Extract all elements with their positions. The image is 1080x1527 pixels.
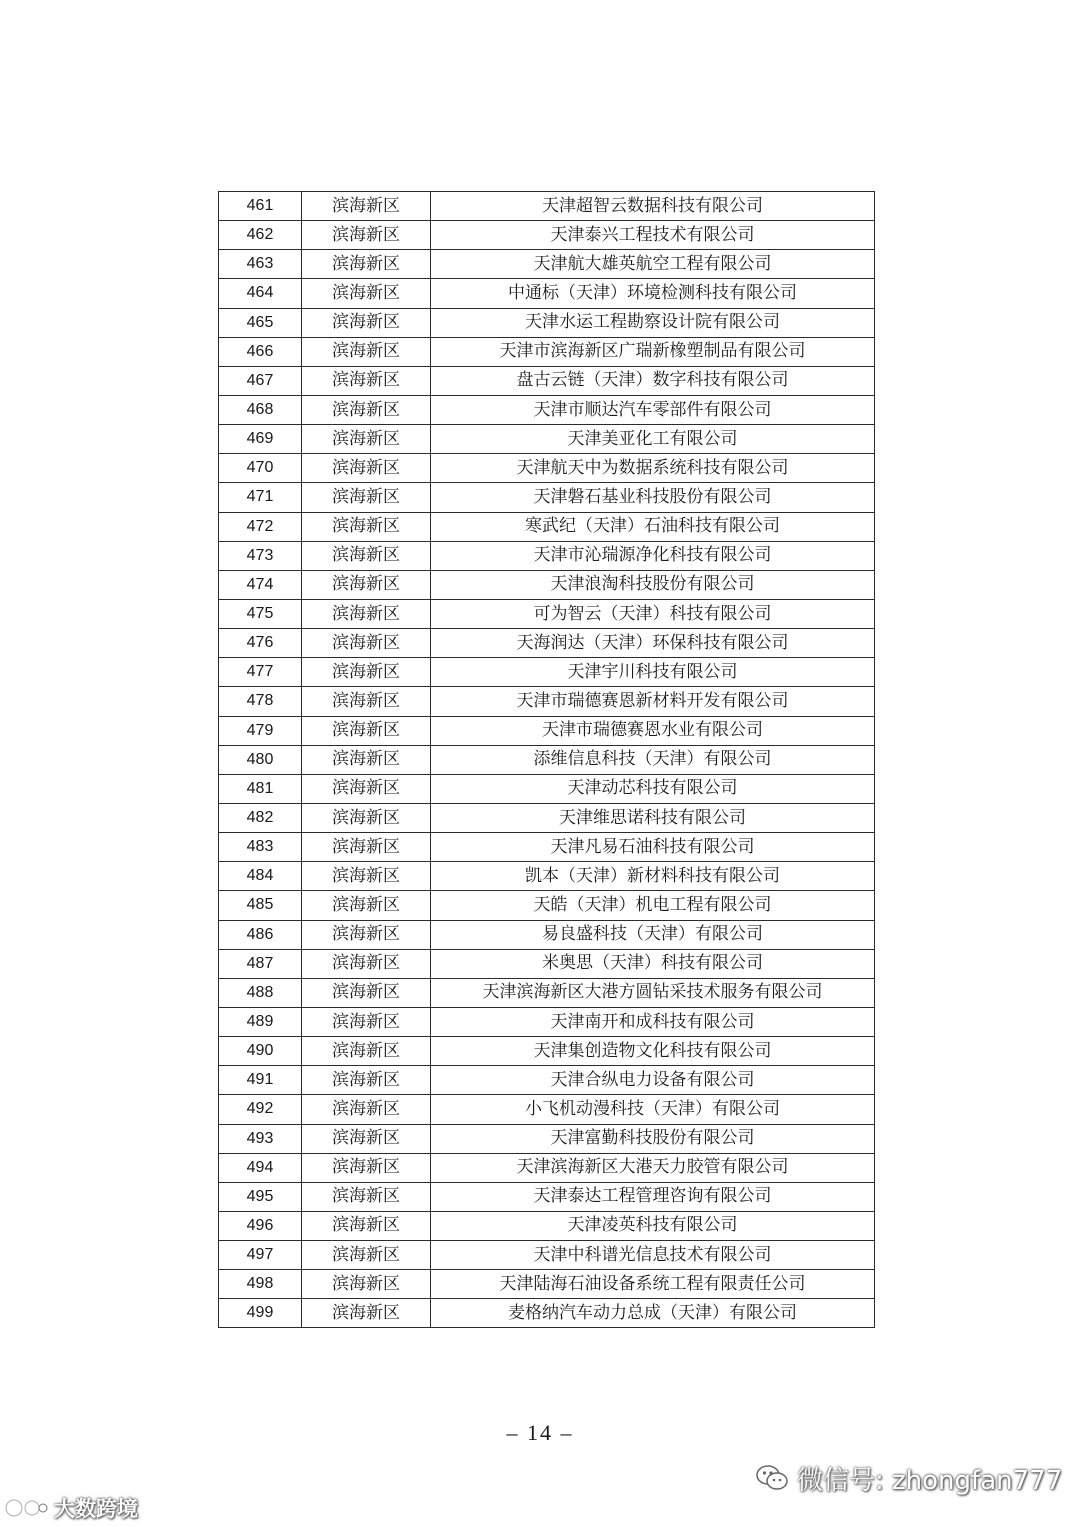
company-name-cell: 天津市滨海新区广瑞新橡塑制品有限公司 (431, 337, 875, 366)
district-cell: 滨海新区 (302, 1095, 431, 1124)
table-row (219, 833, 875, 862)
company-list-body (219, 192, 875, 1328)
table-row (219, 337, 875, 366)
company-list-table (218, 191, 875, 1328)
district-cell: 滨海新区 (302, 1153, 431, 1182)
company-name-cell: 天津南开和成科技有限公司 (431, 1007, 875, 1036)
table-row (219, 1241, 875, 1270)
table-row (219, 774, 875, 803)
table-row (219, 366, 875, 395)
district-cell: 滨海新区 (302, 221, 431, 250)
company-name-cell: 添维信息科技（天津）有限公司 (431, 745, 875, 774)
district-cell: 滨海新区 (302, 541, 431, 570)
district-cell: 滨海新区 (302, 250, 431, 279)
district-cell: 滨海新区 (302, 658, 431, 687)
company-name-cell: 凯本（天津）新材料科技有限公司 (431, 862, 875, 891)
district-cell: 滨海新区 (302, 1270, 431, 1299)
table-row (219, 1211, 875, 1240)
table-row (219, 949, 875, 978)
company-name-cell: 小飞机动漫科技（天津）有限公司 (431, 1095, 875, 1124)
row-number-cell: 495 (219, 1182, 302, 1211)
row-number-cell: 467 (219, 366, 302, 395)
district-cell: 滨海新区 (302, 279, 431, 308)
table-row (219, 629, 875, 658)
table-row (219, 978, 875, 1007)
brand-logo-icon (4, 1496, 48, 1520)
table-row (219, 425, 875, 454)
company-name-cell: 中通标（天津）环境检测科技有限公司 (431, 279, 875, 308)
table-row (219, 541, 875, 570)
row-number-cell: 473 (219, 541, 302, 570)
row-number-cell: 475 (219, 599, 302, 628)
company-name-cell: 天津超智云数据科技有限公司 (431, 192, 875, 221)
row-number-cell: 492 (219, 1095, 302, 1124)
district-cell: 滨海新区 (302, 599, 431, 628)
row-number-cell: 489 (219, 1007, 302, 1036)
row-number-cell: 462 (219, 221, 302, 250)
row-number-cell: 470 (219, 454, 302, 483)
row-number-cell: 476 (219, 629, 302, 658)
company-name-cell: 天津泰兴工程技术有限公司 (431, 221, 875, 250)
district-cell: 滨海新区 (302, 774, 431, 803)
table-row (219, 454, 875, 483)
company-name-cell: 天津滨海新区大港天力胶管有限公司 (431, 1153, 875, 1182)
district-cell: 滨海新区 (302, 425, 431, 454)
company-name-cell: 天津滨海新区大港方圆钻采技术服务有限公司 (431, 978, 875, 1007)
district-cell: 滨海新区 (302, 891, 431, 920)
table-row (219, 1066, 875, 1095)
company-name-cell: 天津凌英科技有限公司 (431, 1211, 875, 1240)
district-cell: 滨海新区 (302, 337, 431, 366)
row-number-cell: 483 (219, 833, 302, 862)
district-cell: 滨海新区 (302, 395, 431, 424)
table-row (219, 308, 875, 337)
table-row (219, 862, 875, 891)
row-number-cell: 464 (219, 279, 302, 308)
table-row (219, 1299, 875, 1328)
company-name-cell: 天津市瑞德赛恩水业有限公司 (431, 716, 875, 745)
district-cell: 滨海新区 (302, 1211, 431, 1240)
district-cell: 滨海新区 (302, 716, 431, 745)
district-cell: 滨海新区 (302, 920, 431, 949)
district-cell: 滨海新区 (302, 308, 431, 337)
company-name-cell: 天皓（天津）机电工程有限公司 (431, 891, 875, 920)
row-number-cell: 498 (219, 1270, 302, 1299)
district-cell: 滨海新区 (302, 1182, 431, 1211)
district-cell: 滨海新区 (302, 1037, 431, 1066)
company-name-cell: 盘古云链（天津）数字科技有限公司 (431, 366, 875, 395)
table-row (219, 716, 875, 745)
district-cell: 滨海新区 (302, 745, 431, 774)
company-name-cell: 天津富勤科技股份有限公司 (431, 1124, 875, 1153)
table-row (219, 1153, 875, 1182)
company-name-cell: 米奥思（天津）科技有限公司 (431, 949, 875, 978)
company-name-cell: 天津航天中为数据系统科技有限公司 (431, 454, 875, 483)
row-number-cell: 469 (219, 425, 302, 454)
table-row (219, 687, 875, 716)
row-number-cell: 485 (219, 891, 302, 920)
district-cell: 滨海新区 (302, 833, 431, 862)
table-row (219, 512, 875, 541)
company-name-cell: 天津水运工程勘察设计院有限公司 (431, 308, 875, 337)
district-cell: 滨海新区 (302, 1066, 431, 1095)
company-name-cell: 天津合纵电力设备有限公司 (431, 1066, 875, 1095)
row-number-cell: 484 (219, 862, 302, 891)
row-number-cell: 466 (219, 337, 302, 366)
company-name-cell: 天津陆海石油设备系统工程有限责任公司 (431, 1270, 875, 1299)
table-row (219, 891, 875, 920)
company-name-cell: 天津市顺达汽车零部件有限公司 (431, 395, 875, 424)
table-row (219, 483, 875, 512)
district-cell: 滨海新区 (302, 1124, 431, 1153)
row-number-cell: 479 (219, 716, 302, 745)
table-row (219, 1124, 875, 1153)
table-row (219, 570, 875, 599)
company-name-cell: 可为智云（天津）科技有限公司 (431, 599, 875, 628)
company-name-cell: 天津泰达工程管理咨询有限公司 (431, 1182, 875, 1211)
company-name-cell: 天津维思诺科技有限公司 (431, 803, 875, 832)
row-number-cell: 480 (219, 745, 302, 774)
company-name-cell: 天津美亚化工有限公司 (431, 425, 875, 454)
row-number-cell: 472 (219, 512, 302, 541)
table-row (219, 1095, 875, 1124)
row-number-cell: 494 (219, 1153, 302, 1182)
wechat-icon (755, 1463, 789, 1493)
table-row (219, 658, 875, 687)
district-cell: 滨海新区 (302, 803, 431, 832)
company-name-cell: 寒武纪（天津）石油科技有限公司 (431, 512, 875, 541)
company-name-cell: 易良盛科技（天津）有限公司 (431, 920, 875, 949)
row-number-cell: 490 (219, 1037, 302, 1066)
company-name-cell: 天津集创造物文化科技有限公司 (431, 1037, 875, 1066)
table-row (219, 279, 875, 308)
row-number-cell: 488 (219, 978, 302, 1007)
company-name-cell: 天津市沁瑞源净化科技有限公司 (431, 541, 875, 570)
company-name-cell: 天津中科谱光信息技术有限公司 (431, 1241, 875, 1270)
table-row (219, 920, 875, 949)
row-number-cell: 474 (219, 570, 302, 599)
company-name-cell: 麦格纳汽车动力总成（天津）有限公司 (431, 1299, 875, 1328)
company-name-cell: 天津航大雄英航空工程有限公司 (431, 250, 875, 279)
wechat-watermark (755, 1458, 1062, 1498)
district-cell: 滨海新区 (302, 1007, 431, 1036)
district-cell: 滨海新区 (302, 570, 431, 599)
table-row (219, 745, 875, 774)
district-cell: 滨海新区 (302, 629, 431, 658)
company-name-cell: 天津磐石基业科技股份有限公司 (431, 483, 875, 512)
district-cell: 滨海新区 (302, 1299, 431, 1328)
district-cell: 滨海新区 (302, 512, 431, 541)
row-number-cell: 496 (219, 1211, 302, 1240)
table-row (219, 599, 875, 628)
district-cell: 滨海新区 (302, 192, 431, 221)
row-number-cell: 486 (219, 920, 302, 949)
row-number-cell: 471 (219, 483, 302, 512)
row-number-cell: 463 (219, 250, 302, 279)
row-number-cell: 491 (219, 1066, 302, 1095)
company-name-cell: 天津宇川科技有限公司 (431, 658, 875, 687)
row-number-cell: 468 (219, 395, 302, 424)
brand-watermark (4, 1494, 138, 1522)
page-number: – 14 – (506, 1420, 574, 1445)
row-number-cell: 499 (219, 1299, 302, 1328)
company-name-cell: 天津凡易石油科技有限公司 (431, 833, 875, 862)
company-name-cell: 天海润达（天津）环保科技有限公司 (431, 629, 875, 658)
district-cell: 滨海新区 (302, 687, 431, 716)
table-row (219, 1182, 875, 1211)
table-row (219, 250, 875, 279)
row-number-cell: 478 (219, 687, 302, 716)
row-number-cell: 497 (219, 1241, 302, 1270)
company-name-cell: 天津动芯科技有限公司 (431, 774, 875, 803)
table-row (219, 1037, 875, 1066)
district-cell: 滨海新区 (302, 483, 431, 512)
table-row (219, 1007, 875, 1036)
brand-text: 大数跨境 (54, 1497, 138, 1521)
row-number-cell: 482 (219, 803, 302, 832)
table-row (219, 803, 875, 832)
table-row (219, 1270, 875, 1299)
district-cell: 滨海新区 (302, 1241, 431, 1270)
wechat-id-text: 微信号: zhongfan777 (797, 1465, 1063, 1496)
row-number-cell: 461 (219, 192, 302, 221)
district-cell: 滨海新区 (302, 978, 431, 1007)
company-name-cell: 天津市瑞德赛恩新材料开发有限公司 (431, 687, 875, 716)
row-number-cell: 487 (219, 949, 302, 978)
table-row (219, 192, 875, 221)
district-cell: 滨海新区 (302, 862, 431, 891)
company-name-cell: 天津浪淘科技股份有限公司 (431, 570, 875, 599)
district-cell: 滨海新区 (302, 949, 431, 978)
table-row (219, 395, 875, 424)
district-cell: 滨海新区 (302, 454, 431, 483)
row-number-cell: 465 (219, 308, 302, 337)
row-number-cell: 493 (219, 1124, 302, 1153)
row-number-cell: 481 (219, 774, 302, 803)
row-number-cell: 477 (219, 658, 302, 687)
district-cell: 滨海新区 (302, 366, 431, 395)
table-row (219, 221, 875, 250)
